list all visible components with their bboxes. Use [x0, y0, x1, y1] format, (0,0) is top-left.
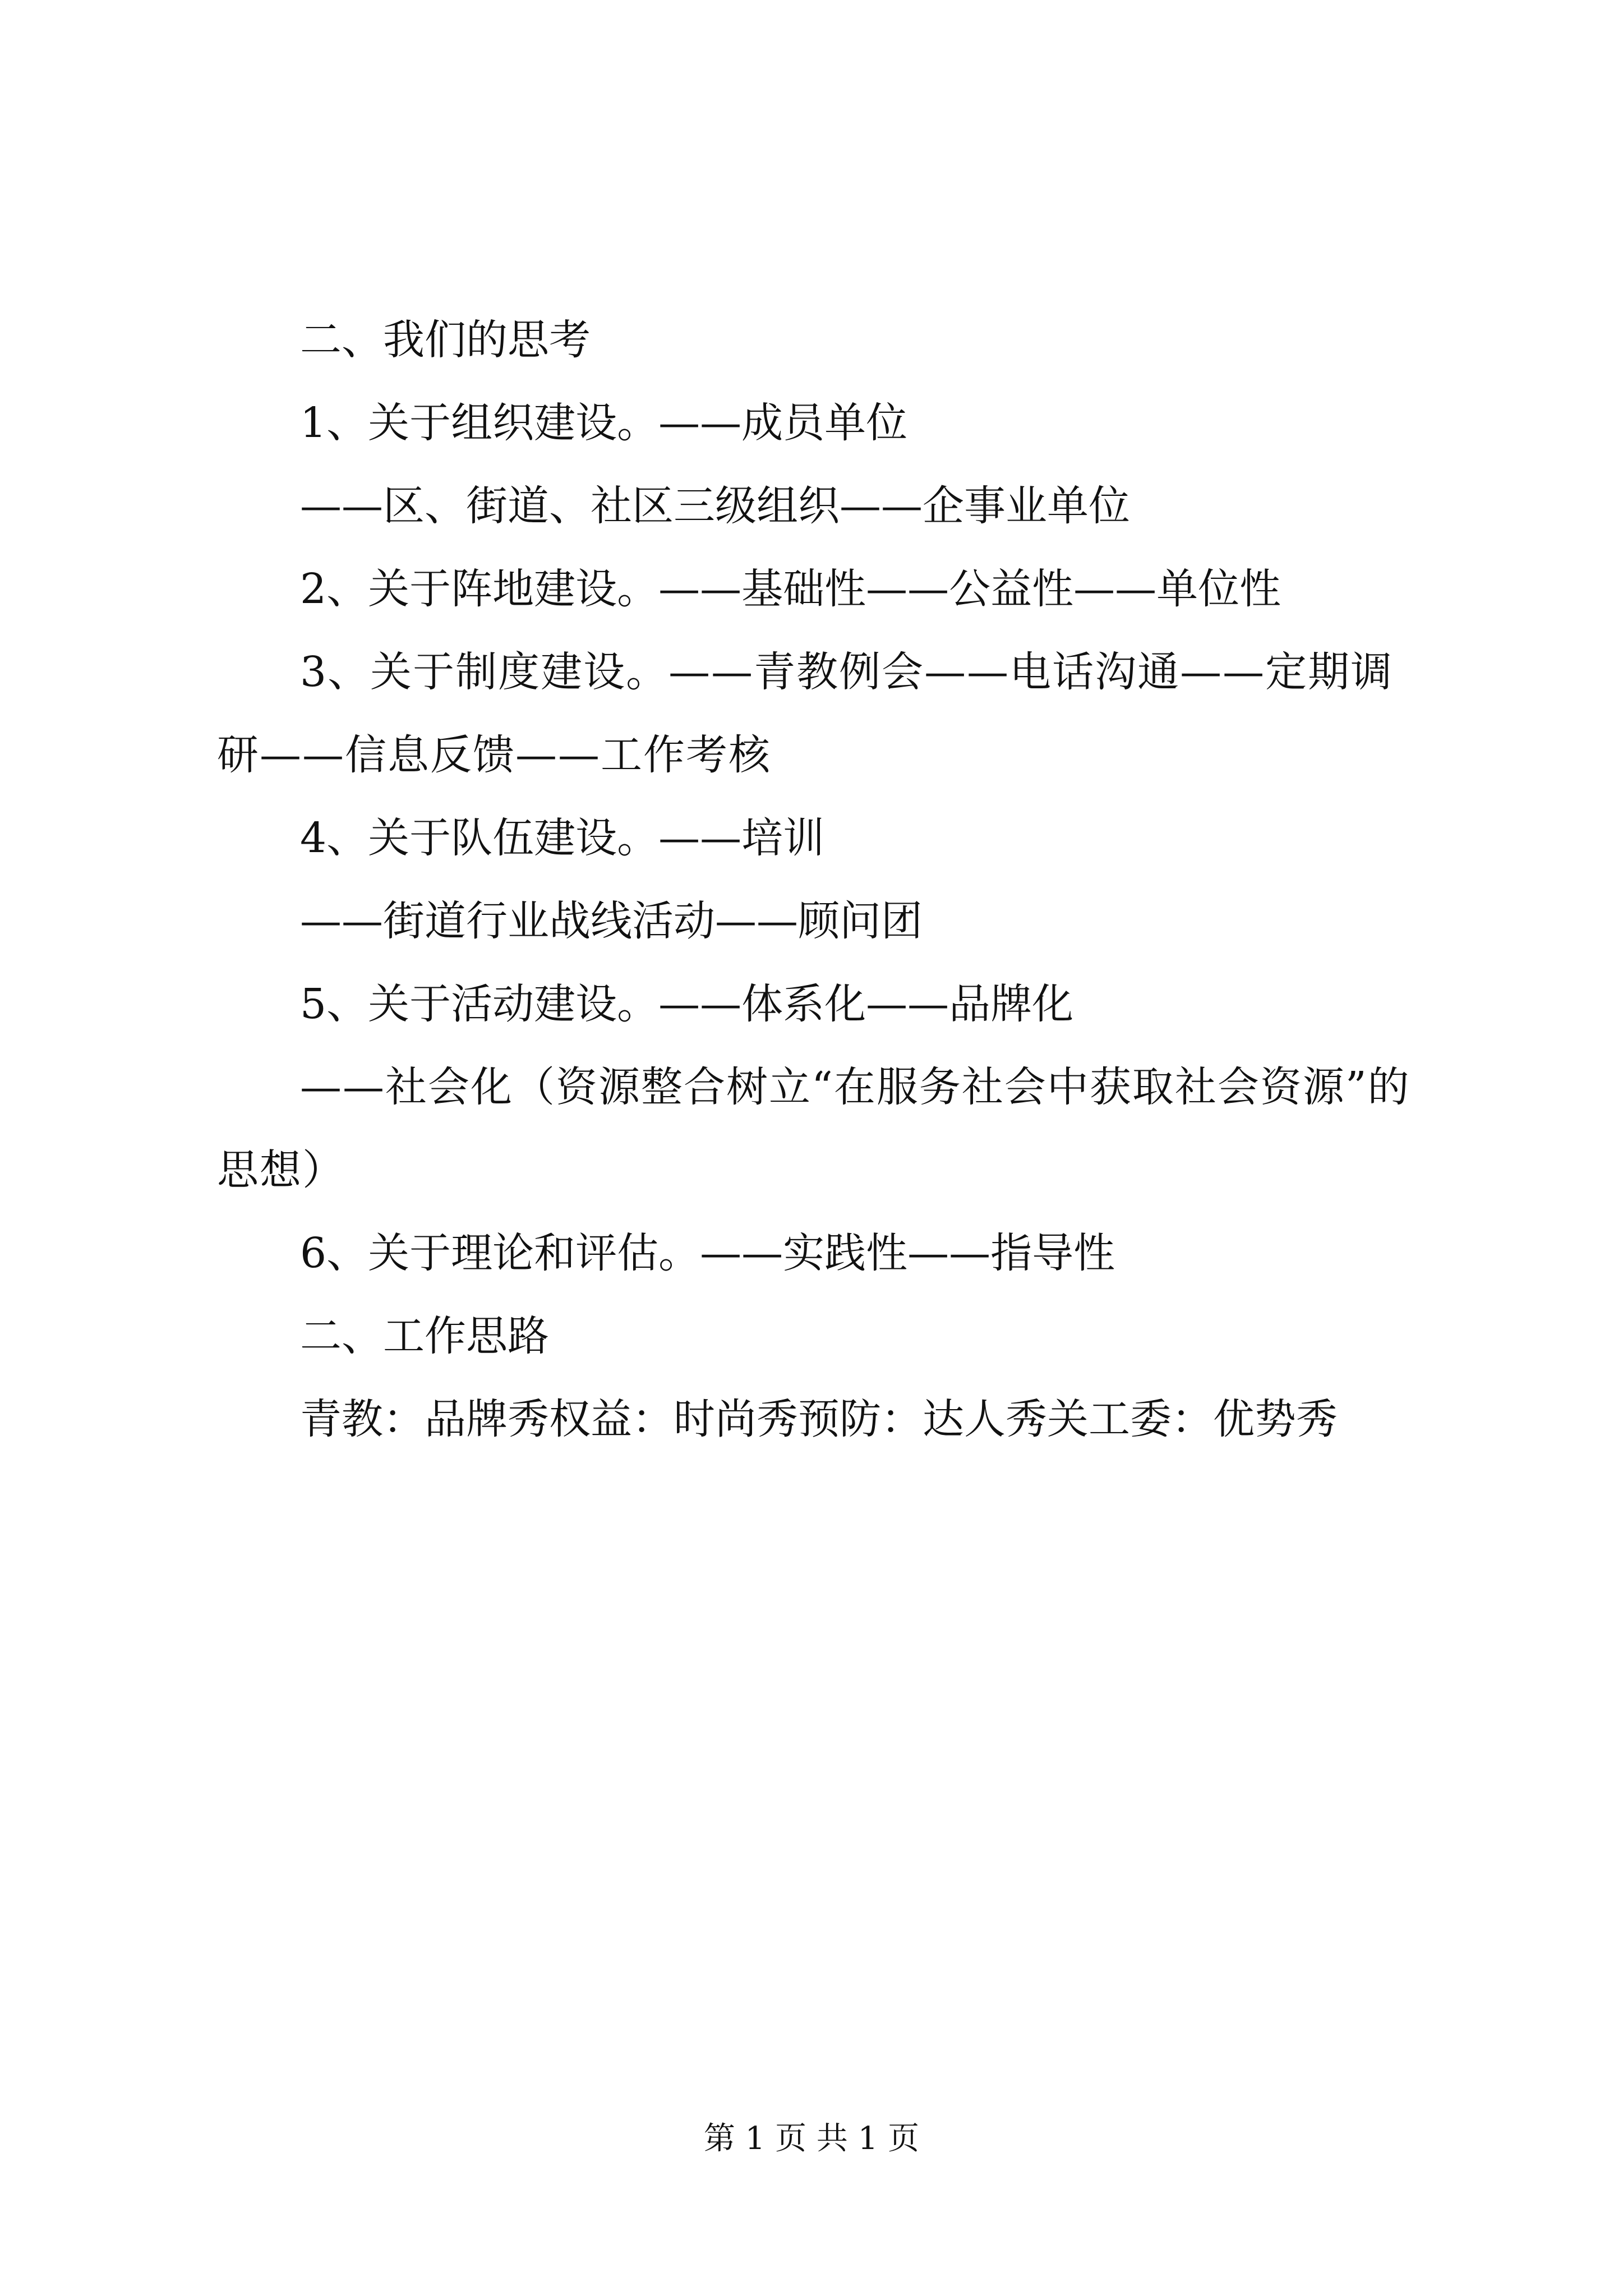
paragraph-work-ideas: 青教：品牌秀权益：时尚秀预防：达人秀关工委：优势秀 [300, 1395, 1338, 1443]
document-body [217, 298, 1423, 1461]
paragraph-organization: 1、关于组织建设。——成员单位 [300, 399, 908, 447]
paragraph-activity: 5、关于活动建设。——体系化——品牌化 [300, 980, 1074, 1028]
paragraph-system: 3、关于制度建设。——青教例会——电话沟通——定期调研——信息反馈——工作考核 [217, 648, 1394, 779]
section-heading-work-ideas: 二、工作思路 [300, 1312, 549, 1360]
page-footer: 第 1 页 共 1 页 [703, 2120, 920, 2157]
paragraph-theory: 6、关于理论和评估。——实践性——指导性 [300, 1229, 1115, 1277]
paragraph-organization-cont: ——区、街道、社区三级组织——企事业单位 [300, 482, 1130, 530]
section-heading-thoughts: 二、我们的思考 [300, 316, 591, 364]
paragraph-position: 2、关于阵地建设。——基础性——公益性——单位性 [300, 565, 1281, 613]
paragraph-team-cont: ——街道行业战线活动——顾问团 [300, 897, 923, 945]
paragraph-team: 4、关于队伍建设。——培训 [300, 814, 825, 862]
paragraph-activity-cont: ——社会化（资源整合树立“在服务社会中获取社会资源”的思想） [217, 1063, 1410, 1194]
